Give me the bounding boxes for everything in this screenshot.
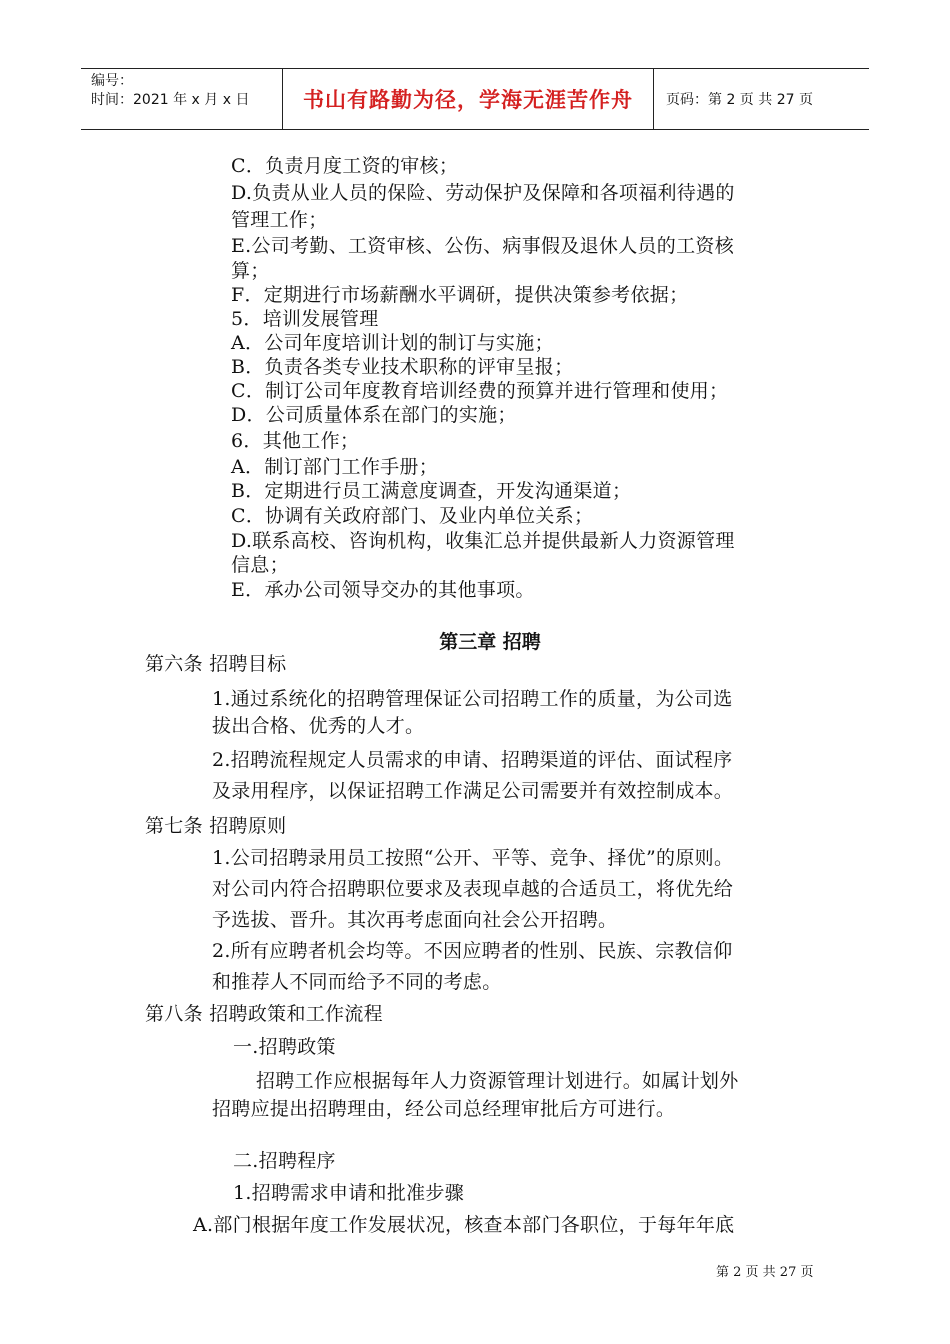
- text-line: 招聘应提出招聘理由，经公司总经理审批后方可进行。: [212, 1098, 676, 1120]
- article-7-title: 第七条 招聘原则: [145, 815, 287, 837]
- text-line: C．负责月度工资的审核；: [231, 155, 459, 177]
- text-line: A.部门根据年度工作发展状况，核查本部门各职位，于每年年底: [193, 1214, 735, 1236]
- text-line: E.公司考勤、工资审核、公伤、病事假及退休人员的工资核: [231, 235, 735, 257]
- page-header: [81, 68, 869, 130]
- text-line: 对公司内符合招聘职位要求及表现卓越的合适员工，将优先给: [212, 878, 734, 900]
- text-line: C．协调有关政府部门、及业内单位关系；: [231, 505, 594, 527]
- text-line: 信息；: [231, 554, 289, 576]
- text-line: D．公司质量体系在部门的实施；: [231, 404, 517, 426]
- text-line: 和推荐人不同而给予不同的考虑。: [212, 971, 502, 993]
- header-motto: 书山有路勤为径，学海无涯苦作舟: [283, 69, 654, 129]
- header-page-label: 页码：第 2 页 共 27 页: [666, 92, 813, 108]
- article-6-title: 第六条 招聘目标: [145, 653, 287, 675]
- step-heading: 1.招聘需求申请和批准步骤: [233, 1182, 465, 1204]
- text-line: 1.公司招聘录用员工按照“公开、平等、竞争、择优”的原则。: [212, 847, 734, 869]
- page-footer: 第 2 页 共 27 页: [716, 1265, 814, 1280]
- text-line: A．公司年度培训计划的制订与实施；: [231, 332, 554, 354]
- text-line: E．承办公司领导交办的其他事项。: [231, 579, 535, 601]
- text-line: 招聘工作应根据每年人力资源管理计划进行。如属计划外: [256, 1070, 739, 1092]
- text-line: F．定期进行市场薪酬水平调研，提供决策参考依据；: [231, 284, 689, 306]
- section-heading: 二.招聘程序: [233, 1150, 336, 1172]
- section-heading: 一.招聘政策: [233, 1036, 336, 1058]
- text-line: B．定期进行员工满意度调查，开发沟通渠道；: [231, 480, 632, 502]
- text-line: A．制订部门工作手册；: [231, 456, 439, 478]
- text-line: 5．培训发展管理: [231, 308, 379, 330]
- text-line: 1.通过系统化的招聘管理保证公司招聘工作的质量，为公司选: [212, 688, 733, 710]
- text-line: C．制订公司年度教育培训经费的预算并进行管理和使用；: [231, 380, 729, 402]
- text-line: 6．其他工作；: [231, 430, 360, 452]
- text-line: D.负责从业人员的保险、劳动保护及保障和各项福利待遇的: [231, 182, 735, 204]
- text-line: 拔出合格、优秀的人才。: [212, 715, 425, 737]
- text-line: 2.所有应聘者机会均等。不因应聘者的性别、民族、宗教信仰: [212, 940, 733, 962]
- text-line: 予选拔、晋升。其次再考虑面向社会公开招聘。: [212, 909, 618, 931]
- document-time-label: 时间：2021 年 x 月 x 日: [91, 92, 250, 108]
- document-number-label: 编号：: [91, 73, 133, 89]
- chapter-title: 第三章 招聘: [439, 631, 541, 653]
- text-line: 2.招聘流程规定人员需求的申请、招聘渠道的评估、面试程序: [212, 749, 733, 771]
- text-line: B．负责各类专业技术职称的评审呈报；: [231, 356, 574, 378]
- text-line: 及录用程序，以保证招聘工作满足公司需要并有效控制成本。: [212, 780, 734, 802]
- text-line: 算；: [231, 260, 270, 282]
- header-meta: [81, 69, 283, 129]
- article-8-title: 第八条 招聘政策和工作流程: [145, 1003, 383, 1025]
- text-line: 管理工作；: [231, 209, 328, 231]
- text-line: D.联系高校、咨询机构，收集汇总并提供最新人力资源管理: [231, 530, 735, 552]
